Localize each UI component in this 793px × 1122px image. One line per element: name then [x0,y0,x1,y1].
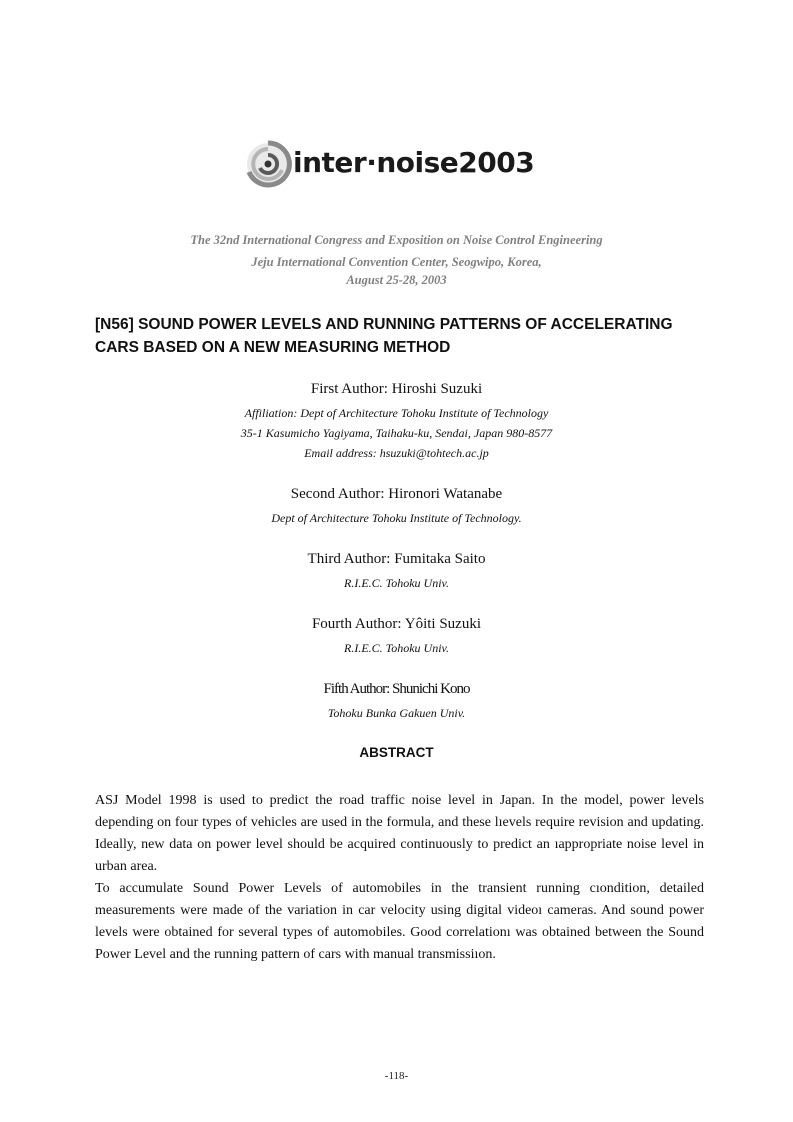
first-author-address: 35-1 Kasumicho Yagiyama, Taihaku-ku, Sendai, Japan 980-8577 [240,426,553,440]
conference-logo [244,134,544,194]
logo-wordmark: inter·noise2003 [293,146,535,179]
second-author-affiliation: Dept of Architecture Tohoku Institute of Technology. [271,511,522,525]
swirl-logo-icon [244,134,294,194]
conference-dates: August 25-28, 2003 [346,273,447,287]
first-author-affiliation: Affiliation: Dept of Architecture Tohoku Institute of Technology [244,406,549,420]
paper-title-line-1: [N56] SOUND POWER LEVELS AND RUNNING PATTERNS OF ACCELERATING [95,316,673,333]
abstract-paragraph-2: To accumulate Sound Power Levels of automobiles in the transient running cıondition, detailed measurements were made of the variation in car velocity using digital videoı cameras. And sound power levels were obtained for several types of automobiles. Good correlationı was obtained between the Sound Power Level and the running pattern of cars with manual transmissiıon. [95,881,704,962]
fourth-author: Fourth Author: Yôiti Suzuki [311,616,482,632]
abstract-body [95,790,704,966]
page-number: -118- [384,1070,409,1082]
conference-venue: Jeju International Convention Center, Seogwipo, Korea, [251,255,542,269]
paper-title [95,313,715,359]
third-author: Third Author: Fumitaka Saito [307,551,486,567]
second-author: Second Author: Hironori Watanabe [290,486,503,502]
paper-title-line-2: CARS BASED ON A NEW MEASURING METHOD [95,339,451,356]
fourth-author-affiliation: R.I.E.C. Tohoku Univ. [344,641,449,655]
conference-name: The 32nd International Congress and Exposition on Noise Control Engineering [190,233,603,247]
fifth-author-affiliation: Tohoku Bunka Gakuen Univ. [327,706,466,720]
abstract-heading: ABSTRACT [359,745,434,760]
fifth-author: Fifth Author: Shunichi Kono [323,681,470,697]
abstract-paragraph-1: ASJ Model 1998 is used to predict the road traffic noise level in Japan. In the model, power levels depending on four types of vehicles are used in the formula, and these lıevels require revision and updating. Ideally, new data on power level should be acquired continuously to predict an ıappropriate noise level in urban area. [95,793,704,874]
first-author-email: Email address: hsuzuki@tohtech.ac.jp [304,446,489,460]
first-author: First Author: Hiroshi Suzuki [310,381,483,397]
third-author-affiliation: R.I.E.C. Tohoku Univ. [344,576,449,590]
